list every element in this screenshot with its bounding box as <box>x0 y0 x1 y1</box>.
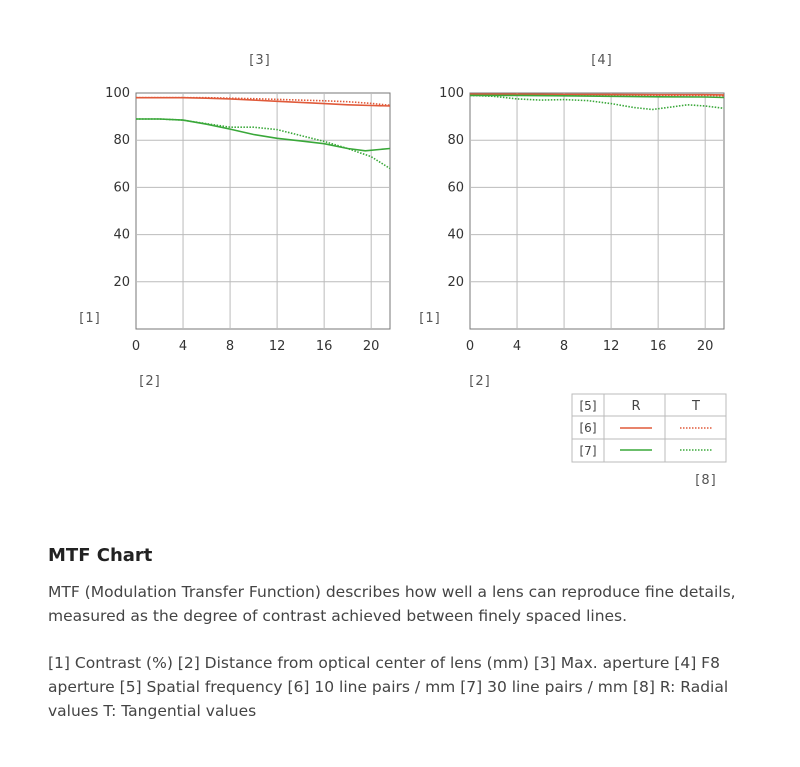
legend-header-label: [5] <box>579 399 597 413</box>
x-tick-label: 4 <box>512 339 522 354</box>
x-axis-label: [2] <box>469 374 491 389</box>
x-tick-label: 0 <box>131 339 141 354</box>
y-tick-label: 100 <box>105 86 130 101</box>
series-line-r30 <box>470 95 724 97</box>
plot-grid <box>470 93 724 329</box>
y-tick-label: 40 <box>447 227 464 243</box>
y-tick-label: 20 <box>447 274 464 290</box>
y-axis-label: [1] <box>79 311 101 326</box>
x-tick-label: 8 <box>225 339 235 354</box>
x-tick-label: 8 <box>559 339 569 354</box>
y-tick-label: 60 <box>113 180 130 196</box>
legend-footnote: [8] <box>695 473 717 488</box>
x-tick-label: 12 <box>268 339 286 354</box>
x-tick-label: 16 <box>315 339 333 354</box>
x-tick-label: 4 <box>178 339 188 354</box>
legend-col-r: R <box>631 399 641 414</box>
y-tick-label: 80 <box>113 133 130 149</box>
legend-row-10lp: [6] <box>579 421 597 435</box>
x-tick-label: 20 <box>362 339 380 354</box>
x-tick-label: 0 <box>465 339 475 354</box>
y-tick-label: 100 <box>439 86 464 101</box>
y-tick-labels <box>105 86 130 290</box>
legend-table <box>572 394 726 488</box>
y-tick-label: 80 <box>447 133 464 149</box>
y-tick-labels <box>439 86 464 290</box>
x-tick-label: 12 <box>602 339 620 354</box>
legend-col-t: T <box>692 399 700 414</box>
plot-grid <box>136 93 390 329</box>
series-line-r30 <box>136 119 390 151</box>
x-tick-label: 20 <box>696 339 714 354</box>
chart-title: [3] <box>249 53 271 68</box>
series-lines <box>470 94 724 109</box>
y-tick-label: 60 <box>447 180 464 196</box>
series-line-t30 <box>136 119 390 169</box>
legend-explanation: [1] Contrast (%) [2] Distance from optical center of lens (mm) [3] Max. aperture [4] F8 aperture [5] Spatial frequency [6] 10 line pairs / mm [7] 30 line pairs / mm [8] R: Radial values T: Tangential values <box>48 654 729 720</box>
section-title: MTF Chart <box>48 545 153 566</box>
x-tick-labels <box>466 339 714 354</box>
y-axis-label: [1] <box>419 311 441 326</box>
legend-row-30lp: [7] <box>579 444 597 458</box>
mtf-chart-f8-aperture <box>419 53 724 389</box>
x-tick-label: 16 <box>649 339 667 354</box>
chart-title: [4] <box>591 53 613 68</box>
plot-frame <box>136 93 390 329</box>
y-tick-label: 40 <box>113 227 130 243</box>
x-axis-label: [2] <box>139 374 161 389</box>
x-tick-labels <box>132 339 380 354</box>
y-tick-label: 20 <box>113 274 130 290</box>
section-description: MTF (Modulation Transfer Function) describes how well a lens can reproduce fine details, measured as the degree of contrast achieved between finely spaced lines. <box>48 583 736 625</box>
plot-frame <box>470 93 724 329</box>
series-lines <box>136 98 390 169</box>
mtf-chart-max-aperture <box>79 53 390 389</box>
